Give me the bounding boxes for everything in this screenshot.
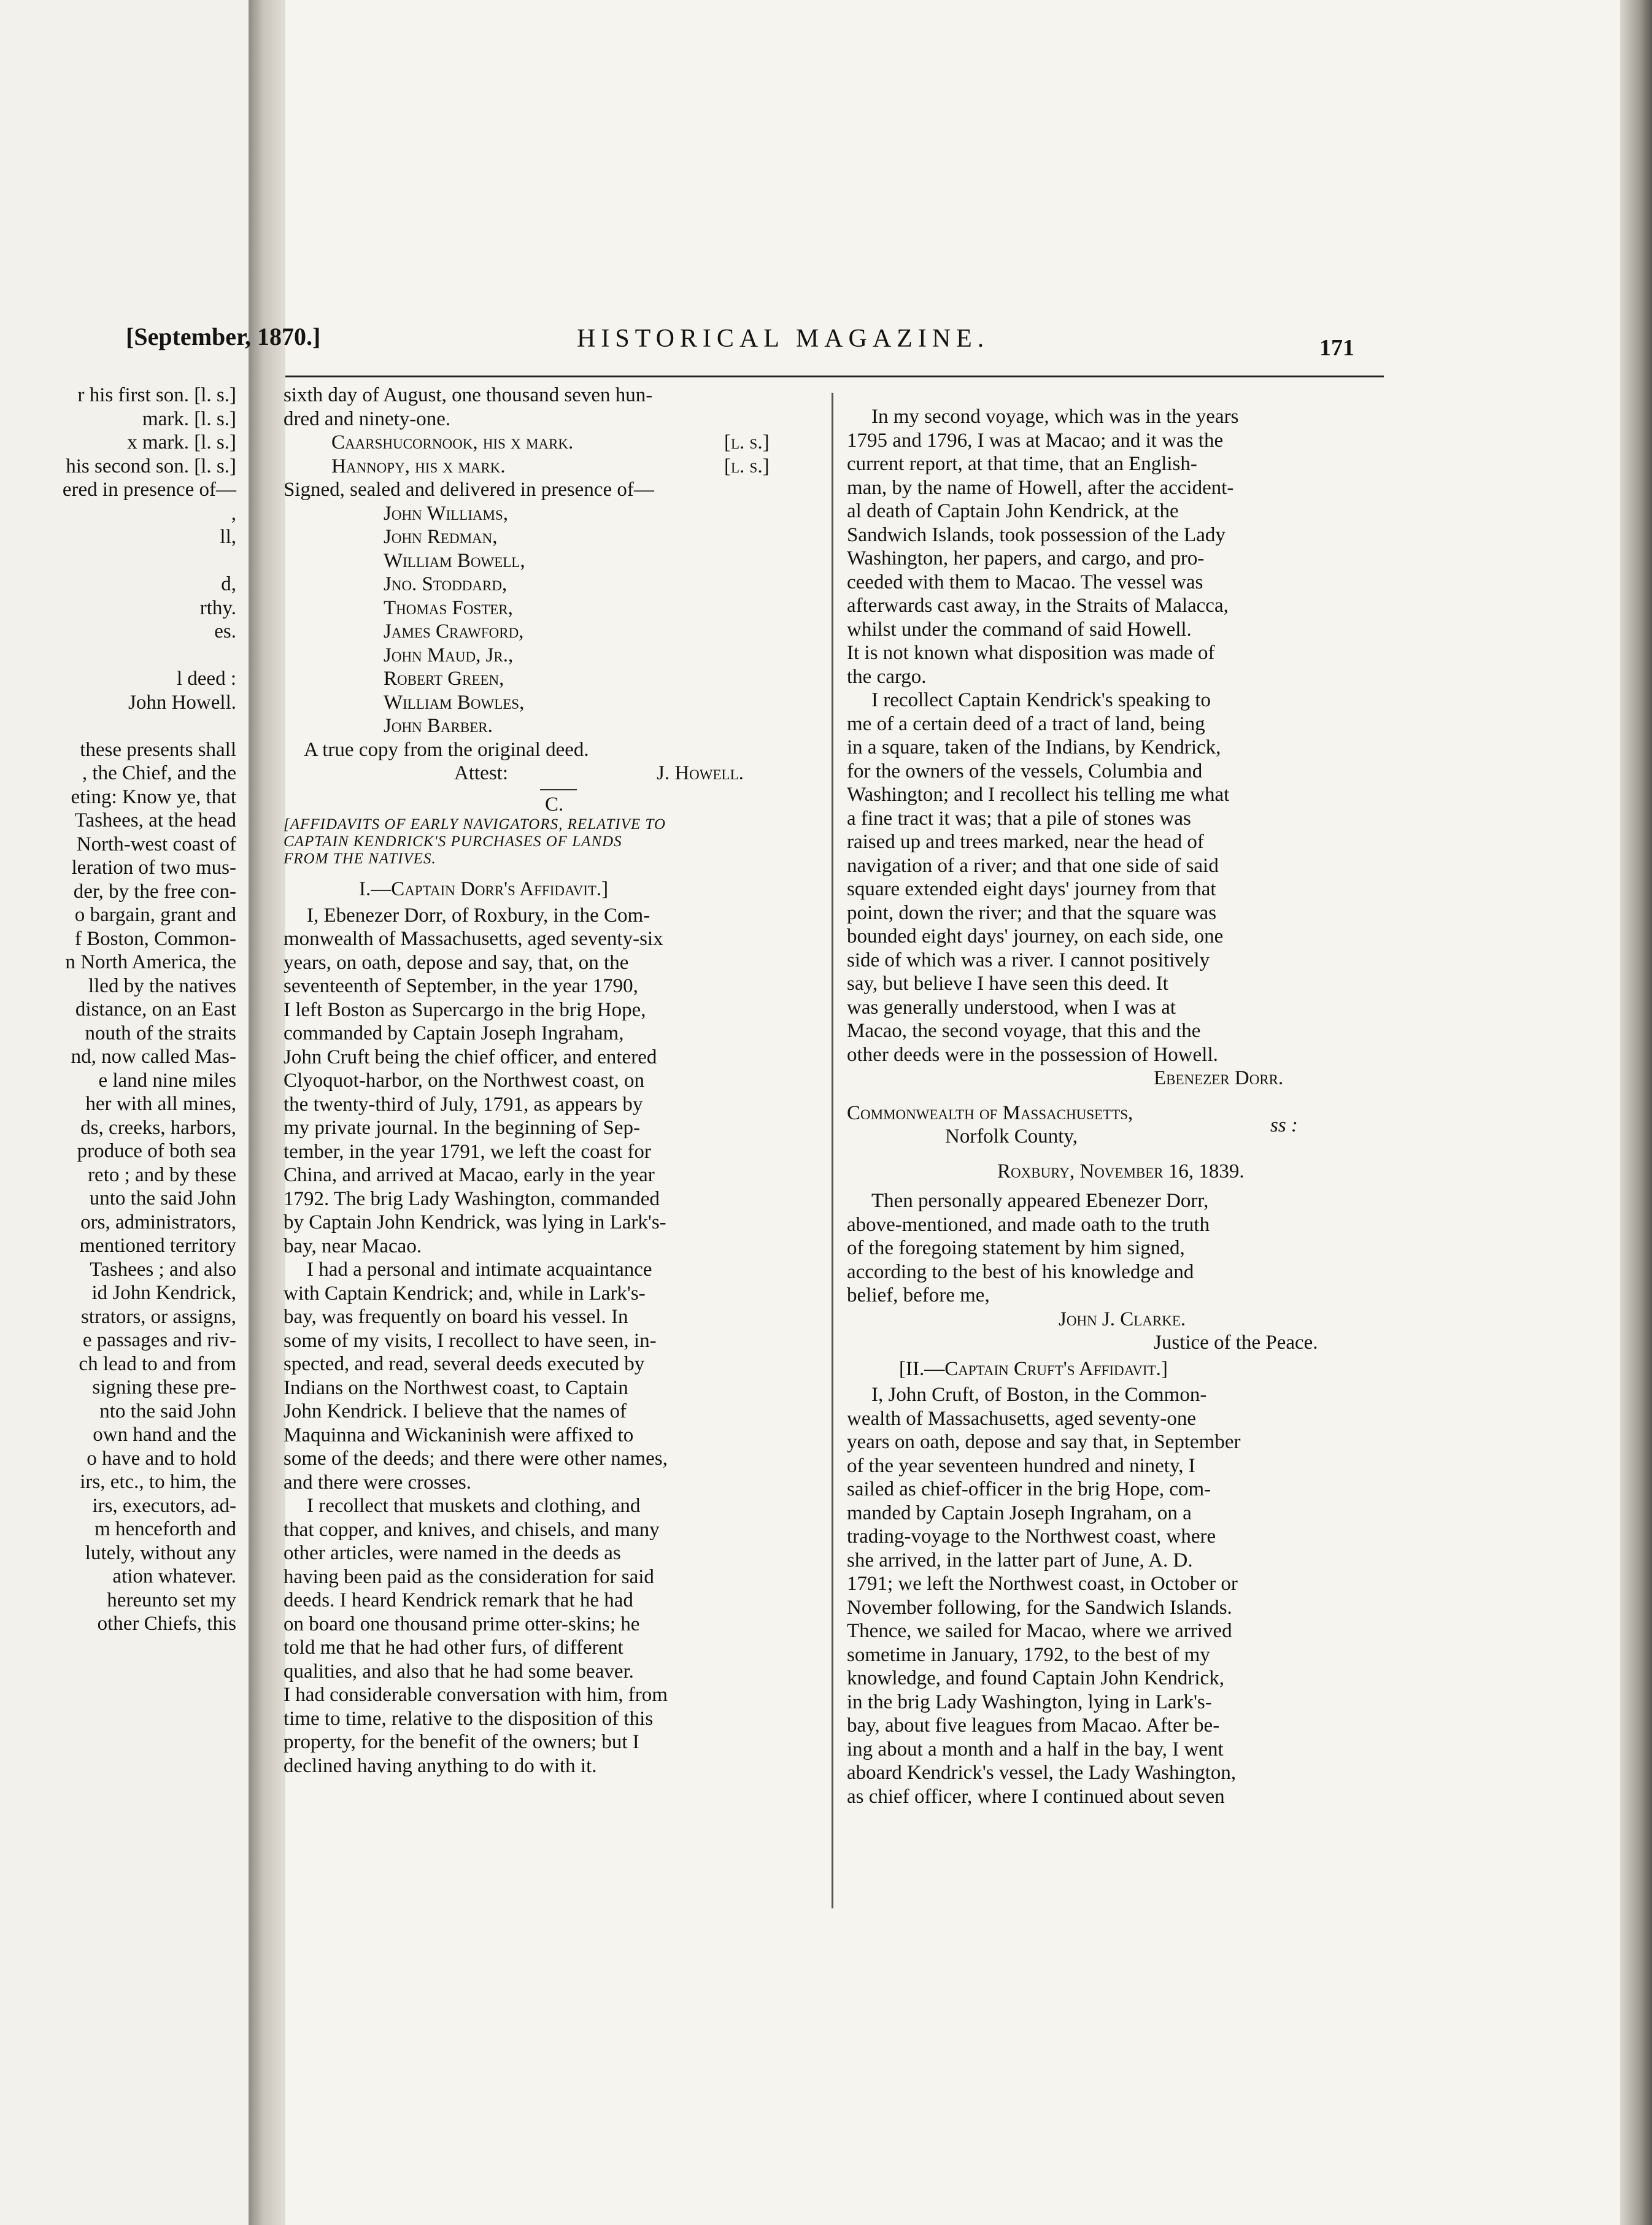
left-page-line: his second son. [l. s.] — [66, 455, 236, 477]
left-page-line: ation whatever. — [112, 1565, 236, 1587]
paragraph-line: on board one thousand prime otter-skins; he — [284, 1613, 640, 1635]
paragraph-line: belief, before me, — [847, 1284, 990, 1306]
left-page-line: o bargain, grant and — [74, 904, 236, 926]
paragraph-line: some of the deeds; and there were other names, — [284, 1448, 668, 1470]
left-page-line: North-west coast of — [76, 833, 236, 855]
paragraph-line: tember, in the year 1791, we left the coast for — [284, 1140, 651, 1163]
paragraph-line: 1791; we left the Northwest coast, in October or — [847, 1573, 1238, 1595]
paragraph-line: sometime in January, 1792, to the best of my — [847, 1643, 1210, 1666]
paragraph-line: Indians on the Northwest coast, to Captain — [284, 1376, 628, 1399]
signature-dorr: Ebenezer Dorr. — [1154, 1067, 1284, 1089]
witness-name: James Crawford, — [384, 620, 524, 642]
seal-mark: [l. s.] — [724, 455, 770, 477]
paragraph-line: qualities, and also that he had some beaver. — [284, 1660, 634, 1683]
paragraph-line: current report, at that time, that an English- — [847, 453, 1197, 475]
paragraph-line: Macao, the second voyage, that this and the — [847, 1020, 1201, 1042]
mark-name: Hannopy, his x mark. — [331, 455, 506, 477]
roxbury-date: Roxbury, November 16, 1839. — [997, 1160, 1245, 1182]
paragraph-line: property, for the benefit of the owners; but I — [284, 1731, 639, 1753]
paragraph-line: bounded eight days' journey, on each side, one — [847, 925, 1224, 947]
paragraph-line: of the foregoing statement by him signed, — [847, 1237, 1185, 1259]
paragraph-line: aboard Kendrick's vessel, the Lady Washington, — [847, 1762, 1237, 1784]
paragraph-line: I had a personal and intimate acquaintance — [307, 1259, 652, 1281]
witness-name: Jno. Stoddard, — [384, 573, 508, 595]
paragraph-line: in a square, taken of the Indians, by Kendrick, — [847, 736, 1221, 758]
left-page-line: distance, on an East — [75, 998, 236, 1020]
left-page-line: rthy. — [199, 596, 236, 619]
left-page-line: r his first son. [l. s.] — [77, 384, 236, 406]
paragraph-line: It is not known what disposition was made of — [847, 642, 1215, 664]
left-page-line: id John Kendrick, — [91, 1282, 236, 1304]
paragraph-line: I, John Cruft, of Boston, in the Common- — [871, 1384, 1207, 1406]
left-page-line: reto ; and by these — [88, 1163, 236, 1186]
paragraph-line: knowledge, and found Captain John Kendrick, — [847, 1667, 1224, 1689]
left-page-line: hereunto set my — [107, 1589, 236, 1611]
left-page-line: f Boston, Common- — [74, 927, 236, 950]
left-page-line: signing these pre- — [92, 1376, 236, 1398]
left-page-line: nouth of the straits — [85, 1022, 236, 1044]
paragraph-line: was generally understood, when I was at — [847, 996, 1176, 1019]
paragraph-line: China, and arrived at Macao, early in the year — [284, 1164, 655, 1186]
justice-title: Justice of the Peace. — [1154, 1332, 1318, 1354]
paragraph-line: bay, about five leagues from Macao. After be- — [847, 1714, 1220, 1737]
paragraph-line: other deeds were in the possession of Howell. — [847, 1043, 1218, 1066]
header-rule — [285, 376, 1384, 377]
paragraph-line: I recollect Captain Kendrick's speaking to — [871, 689, 1211, 711]
page-edge — [1620, 0, 1652, 2225]
paragraph-line: years, on oath, depose and say, that, on the — [284, 951, 629, 974]
paragraph-line: In my second voyage, which was in the years — [871, 406, 1239, 428]
paragraph-line: that copper, and knives, and chisels, and many — [284, 1518, 660, 1541]
left-page-line: m henceforth and — [95, 1518, 236, 1540]
paragraph-line: point, down the river; and that the square was — [847, 901, 1217, 924]
paragraph-line: seventeenth of September, in the year 1790, — [284, 975, 638, 997]
paragraph-line: above-mentioned, and made oath to the truth — [847, 1213, 1210, 1236]
header-date: [September, 1870.] — [126, 323, 321, 350]
commonwealth-line: Commonwealth of Massachusetts, — [847, 1101, 1133, 1124]
page-number: 171 — [1319, 335, 1354, 361]
left-page-line: Tashees, at the head — [74, 809, 236, 831]
paragraph-line: Thence, we sailed for Macao, where we arrived — [847, 1620, 1232, 1642]
left-page-line: mentioned territory — [79, 1235, 236, 1257]
paragraph-line: time to time, relative to the disposition of this — [284, 1707, 654, 1730]
paragraph-line: John Kendrick. I believe that the names of — [284, 1400, 627, 1422]
left-page-line: ll, — [220, 526, 236, 548]
paragraph-line: 1795 and 1796, I was at Macao; and it was the — [847, 429, 1224, 452]
left-page-line: eting: Know ye, that — [71, 785, 236, 808]
left-page-line: leration of two mus- — [71, 857, 236, 879]
paragraph-line: and there were crosses. — [284, 1471, 472, 1494]
paragraph-line: according to the best of his knowledge and — [847, 1260, 1194, 1283]
witness-name: John Williams, — [384, 502, 508, 525]
paragraph-line: whilst under the command of said Howell. — [847, 618, 1192, 641]
left-page-line: x mark. [l. s.] — [127, 431, 236, 453]
section-title-line: CAPTAIN KENDRICK'S PURCHASES OF LANDS — [284, 833, 622, 850]
paragraph-line: bay, was frequently on board his vessel. In — [284, 1306, 628, 1328]
left-page-line: these presents shall — [80, 738, 236, 761]
left-page-line: her with all mines, — [85, 1093, 236, 1115]
paragraph-line: commanded by Captain Joseph Ingraham, — [284, 1022, 624, 1044]
running-title: HISTORICAL MAGAZINE. — [577, 325, 990, 353]
left-page-line: unto the said John — [89, 1187, 236, 1209]
paragraph-line: she arrived, in the latter part of June, A. D. — [847, 1549, 1193, 1571]
paragraph-line: trading-voyage to the Northwest coast, where — [847, 1525, 1216, 1548]
paragraph-line: say, but believe I have seen this deed. It — [847, 973, 1168, 995]
left-page-line: ors, administrators, — [80, 1211, 236, 1233]
left-page-line: own hand and the — [93, 1424, 236, 1446]
paragraph-line: sailed as chief-officer in the brig Hope, com- — [847, 1478, 1211, 1500]
mark-name: Caarshucornook, his x mark. — [331, 431, 574, 453]
left-page-line: nd, now called Mas- — [71, 1046, 236, 1068]
left-page-line: produce of both sea — [77, 1140, 236, 1162]
paragraph-line: afterwards cast away, in the Straits of Malacca, — [847, 595, 1229, 617]
paragraph-line: ing about a month and a half in the bay, I went — [847, 1738, 1224, 1760]
left-page-line: , the Chief, and the — [82, 762, 236, 784]
paragraph-line: I left Boston as Supercargo in the brig Hope, — [284, 998, 646, 1021]
paragraph-line: Then personally appeared Ebenezer Dorr, — [871, 1190, 1209, 1212]
left-page-line: es. — [214, 620, 236, 642]
paragraph-line: side of which was a river. I cannot positively — [847, 949, 1210, 971]
paragraph-line: I, Ebenezer Dorr, of Roxbury, in the Com- — [307, 904, 650, 927]
justice-name: John J. Clarke. — [1059, 1308, 1186, 1330]
witness-name: William Bowell, — [384, 549, 525, 572]
paragraph-line: told me that he had other furs, of different — [284, 1637, 623, 1659]
left-page-line: n North America, the — [65, 951, 236, 973]
attest-name: J. Howell. — [657, 762, 744, 784]
left-page-line: ered in presence of— — [62, 479, 236, 501]
paragraph-line: the twenty-third of July, 1791, as appears by — [284, 1093, 643, 1116]
column-rule — [832, 393, 833, 1908]
paragraph-line: I recollect that muskets and clothing, and — [307, 1495, 641, 1517]
paragraph-line: by Captain John Kendrick, was lying in Lark's- — [284, 1211, 666, 1233]
county-line: Norfolk County, — [945, 1125, 1078, 1147]
section-letter: C. — [545, 793, 564, 816]
paragraph-line: manded by Captain Joseph Ingraham, on a — [847, 1502, 1192, 1524]
paragraph-line: raised up and trees marked, near the head of — [847, 831, 1204, 853]
paragraph-line: bay, near Macao. — [284, 1235, 422, 1257]
paragraph-line: 1792. The brig Lady Washington, commanded — [284, 1187, 660, 1210]
paragraph-line: November following, for the Sandwich Islands. — [847, 1596, 1232, 1619]
paragraph-line: Sandwich Islands, took possession of the Lady — [847, 523, 1225, 546]
left-page-line: e passages and riv- — [82, 1329, 236, 1351]
left-page-line: irs, etc., to him, the — [80, 1471, 236, 1493]
paragraph-line: man, by the name of Howell, after the accident- — [847, 476, 1234, 499]
left-page-line: mark. [l. s.] — [142, 407, 236, 430]
witness-name: Thomas Foster, — [384, 596, 513, 619]
paragraph-line: a fine tract it was; that a pile of stones was — [847, 807, 1191, 830]
left-page-line: other Chiefs, this — [97, 1613, 236, 1635]
paragraph-line: for the owners of the vessels, Columbia and — [847, 760, 1203, 782]
true-copy-line: A true copy from the original deed. — [304, 738, 589, 761]
left-page-line: John Howell. — [128, 691, 236, 714]
paragraph-line: the cargo. — [847, 665, 927, 688]
section-title-line: FROM THE NATIVES. — [284, 850, 436, 867]
left-page-line: d, — [221, 573, 236, 595]
deed-line: sixth day of August, one thousand seven hun- — [284, 384, 653, 406]
paragraph-line: some of my visits, I recollect to have seen, in- — [284, 1329, 657, 1352]
paragraph-line: monwealth of Massachusetts, aged seventy-six — [284, 928, 663, 950]
section-title-line: [AFFIDAVITS OF EARLY NAVIGATORS, RELATIVE TO — [284, 816, 666, 833]
left-page-line: lled by the natives — [88, 974, 236, 997]
paragraph-line: years on oath, depose and say that, in September — [847, 1431, 1241, 1453]
paragraph-line: John Cruft being the chief officer, and entered — [284, 1046, 657, 1068]
paragraph-line: Clyoquot-harbor, on the Northwest coast, on — [284, 1070, 644, 1092]
paragraph-line: Washington, her papers, and cargo, and pro- — [847, 547, 1205, 569]
witness-name: John Redman, — [384, 526, 498, 548]
left-page-line: e land nine miles — [98, 1069, 236, 1092]
left-page-line: , — [231, 502, 236, 525]
deed-line: dred and ninety-one. — [284, 407, 451, 430]
left-page-line: o have and to hold — [87, 1447, 236, 1470]
paragraph-line: declined having anything to do with it. — [284, 1754, 597, 1777]
paragraph-line: me of a certain deed of a tract of land, being — [847, 712, 1205, 735]
witness-name: Robert Green, — [384, 668, 504, 690]
witness-name: William Bowles, — [384, 691, 525, 714]
paragraph-line: navigation of a river; and that one side of said — [847, 854, 1219, 877]
paragraph-line: as chief officer, where I continued about seven — [847, 1785, 1225, 1808]
witness-name: John Barber. — [384, 715, 493, 737]
left-page-line: nto the said John — [99, 1400, 236, 1422]
paragraph-line: wealth of Massachusetts, aged seventy-one — [847, 1407, 1197, 1430]
section-rule — [540, 789, 577, 790]
paragraph-line: al death of Captain John Kendrick, at the — [847, 500, 1179, 522]
paragraph-line: spected, and read, several deeds executed by — [284, 1353, 645, 1375]
witness-name: John Maud, Jr., — [384, 644, 514, 666]
paragraph-line: of the year seventeen hundred and ninety, I — [847, 1454, 1195, 1477]
left-page-line: lutely, without any — [85, 1541, 236, 1564]
left-page-line: l deed : — [176, 668, 236, 690]
left-page-line: irs, executors, ad- — [92, 1494, 236, 1517]
paragraph-line: other articles, were named in the deeds as — [284, 1542, 621, 1564]
paragraph-line: I had considerable conversation with him, from — [284, 1684, 668, 1706]
ss-mark: ss : — [1270, 1114, 1298, 1136]
left-page-line: der, by the free con- — [73, 880, 236, 903]
signed-line: Signed, sealed and delivered in presence of— — [284, 479, 654, 501]
paragraph-line: having been paid as the consideration for said — [284, 1565, 654, 1588]
left-page-line: ds, creeks, harbors, — [80, 1116, 236, 1139]
paragraph-line: my private journal. In the beginning of Sep- — [284, 1117, 641, 1139]
paragraph-line: Maquinna and Wickaninish were affixed to — [284, 1424, 634, 1446]
paragraph-line: ceeded with them to Macao. The vessel was — [847, 571, 1203, 593]
subsection2-title: [II.—Captain Cruft's Affidavit.] — [899, 1357, 1168, 1380]
paragraph-line: square extended eight days' journey from that — [847, 878, 1216, 900]
paragraph-line: deeds. I heard Kendrick remark that he had — [284, 1589, 633, 1611]
paragraph-line: Washington; and I recollect his telling me what — [847, 784, 1230, 806]
attest-label: Attest: — [454, 762, 508, 784]
subsection-title: I.—Captain Dorr's Affidavit.] — [359, 878, 609, 900]
seal-mark: [l. s.] — [724, 431, 770, 453]
paragraph-line: with Captain Kendrick; and, while in Lark's- — [284, 1282, 646, 1305]
paragraph-line: in the brig Lady Washington, lying in Lark's- — [847, 1691, 1212, 1713]
left-page-line: Tashees ; and also — [90, 1258, 236, 1281]
left-page-line: ch lead to and from — [79, 1352, 236, 1375]
left-page-line: strators, or assigns, — [81, 1305, 236, 1328]
